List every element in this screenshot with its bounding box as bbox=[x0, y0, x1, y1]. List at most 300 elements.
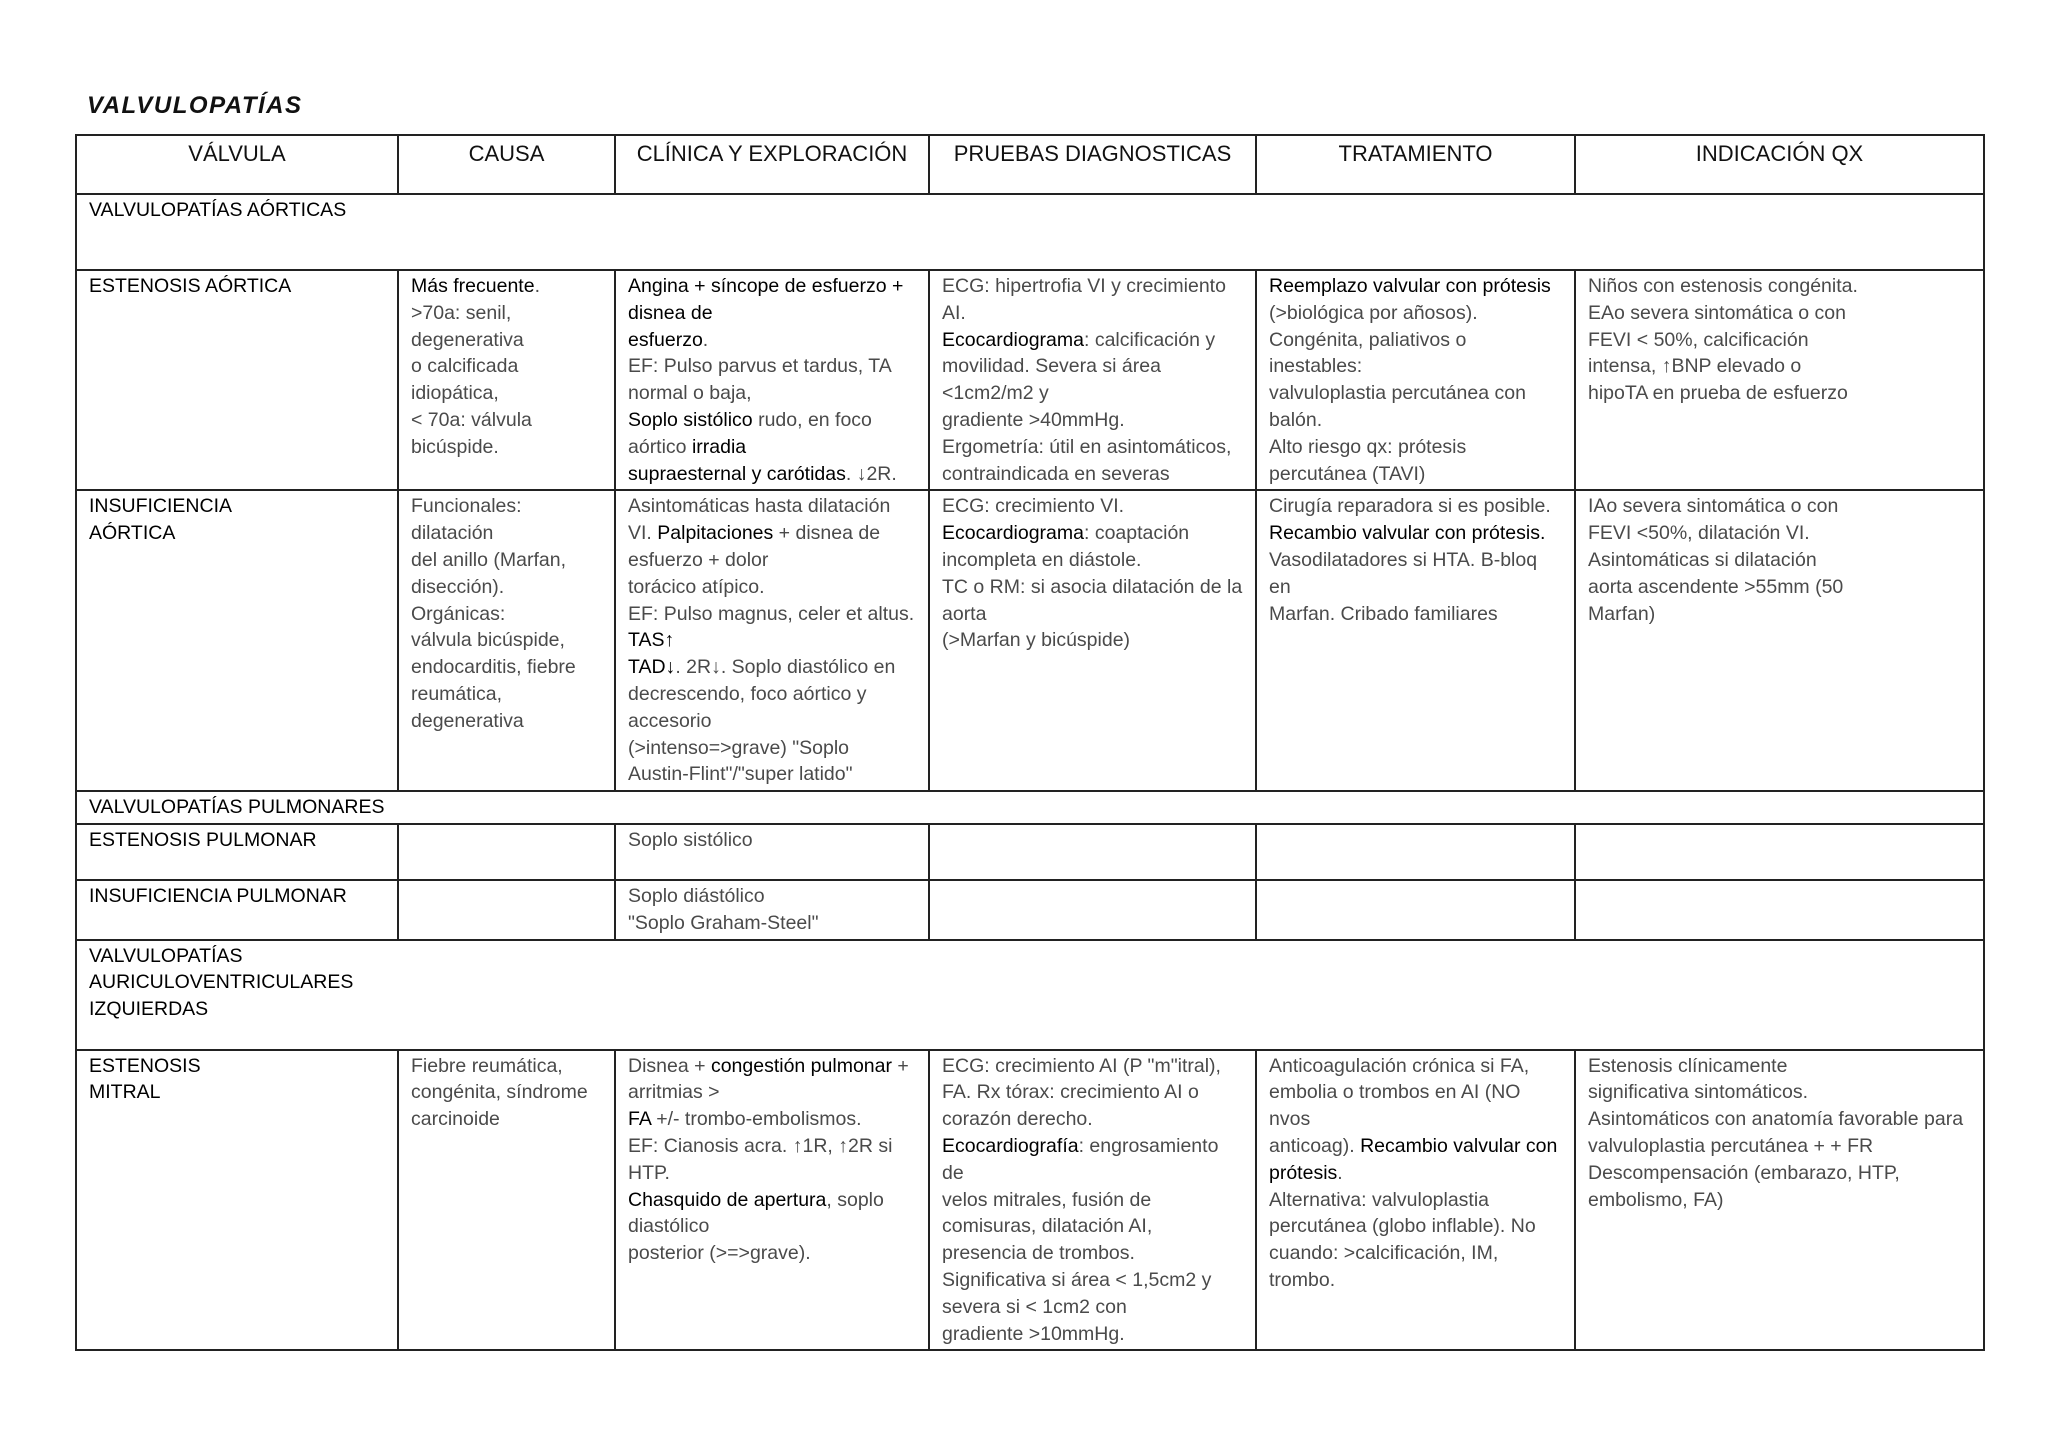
body-text: . bbox=[1337, 1161, 1343, 1184]
body-text: embolia o trombos en AI (NO bbox=[1269, 1081, 1521, 1104]
body-text: : engrosamiento bbox=[1078, 1134, 1219, 1157]
body-text: . 2R↓. Soplo diastólico en bbox=[675, 656, 896, 679]
body-text: disección). bbox=[411, 575, 505, 598]
cell-line bbox=[1269, 1160, 1562, 1187]
body-text: percutánea (globo inflable). No bbox=[1269, 1215, 1536, 1238]
pruebas-cell bbox=[929, 824, 1256, 880]
body-text: ECG: crecimiento VI. bbox=[942, 495, 1125, 518]
body-text: reumática, bbox=[411, 682, 503, 705]
cell-line bbox=[942, 1213, 1243, 1240]
body-text: AI. bbox=[942, 301, 966, 324]
body-text: Descompensación (embarazo, HTP, bbox=[1588, 1161, 1900, 1184]
cell-line bbox=[411, 380, 602, 407]
table-row-insuficiencia-pulmonar bbox=[76, 880, 1984, 940]
body-text: "Soplo Graham-Steel" bbox=[628, 911, 819, 934]
cell-line bbox=[942, 1240, 1243, 1267]
body-text: . bbox=[702, 328, 709, 351]
section-row-pulmonares bbox=[76, 791, 1984, 824]
body-text: anticoag). bbox=[1269, 1134, 1361, 1157]
cell-line bbox=[411, 627, 602, 654]
header-indicacion: INDICACIÓN QX bbox=[1575, 135, 1984, 194]
cell-line bbox=[1269, 1213, 1562, 1240]
body-text: Funcionales: bbox=[411, 495, 522, 518]
body-text: < 70a: válvula bbox=[411, 408, 532, 431]
table-row-estenosis-aortica bbox=[76, 270, 1984, 490]
body-text: IAo severa sintomática o con bbox=[1588, 495, 1839, 518]
cell-line bbox=[1588, 1187, 1971, 1214]
body-text: FEVI < 50%, calcificación bbox=[1588, 328, 1809, 351]
cell-line bbox=[1269, 1106, 1562, 1133]
valvulopathy-table bbox=[75, 134, 1985, 1351]
cell-line bbox=[942, 601, 1243, 628]
cell-line bbox=[411, 273, 602, 300]
cell-line bbox=[1269, 1267, 1562, 1294]
cell-line: MITRAL bbox=[89, 1081, 161, 1104]
cell-line bbox=[411, 300, 602, 327]
body-text: FEVI <50%, dilatación VI. bbox=[1588, 522, 1810, 545]
cell-line bbox=[1269, 574, 1562, 601]
indicacion-cell bbox=[1575, 490, 1984, 791]
emphasis-text: Chasquido de apertura bbox=[628, 1188, 827, 1211]
body-text: Asintomáticas si dilatación bbox=[1588, 548, 1817, 571]
cell-line bbox=[1588, 300, 1971, 327]
emphasis-text: FA bbox=[628, 1108, 651, 1131]
body-text: valvuloplastia percutánea + + FR bbox=[1588, 1134, 1874, 1157]
body-text: +/- trombo-embolismos. bbox=[650, 1108, 862, 1131]
body-text: cuando: >calcificación, IM, bbox=[1269, 1242, 1499, 1265]
tratamiento-cell bbox=[1256, 880, 1575, 940]
causa-cell bbox=[398, 824, 615, 880]
cell-line bbox=[411, 547, 602, 574]
cell-line bbox=[1269, 1133, 1562, 1160]
cell-line bbox=[1588, 273, 1971, 300]
cell-line bbox=[411, 327, 602, 354]
body-text: Fiebre reumática, bbox=[411, 1054, 563, 1077]
cell-line bbox=[1588, 574, 1971, 601]
cell-line bbox=[1588, 601, 1971, 628]
table-row-estenosis-pulmonar bbox=[76, 824, 1984, 880]
cell-line bbox=[1269, 520, 1562, 547]
cell-line bbox=[1269, 601, 1562, 628]
cell-line bbox=[942, 461, 1243, 488]
cell-line bbox=[942, 1321, 1243, 1348]
body-text: esfuerzo + dolor bbox=[628, 548, 769, 571]
cell-line bbox=[1588, 547, 1971, 574]
clinica-cell bbox=[615, 824, 929, 880]
section-title-av-izquierdas bbox=[76, 940, 1984, 1050]
cell-line bbox=[628, 883, 916, 910]
body-text: del anillo (Marfan, bbox=[411, 548, 566, 571]
cell-line bbox=[628, 1187, 916, 1214]
cell-line bbox=[628, 827, 916, 854]
cell-line bbox=[942, 1294, 1243, 1321]
cell-line bbox=[628, 1106, 916, 1133]
cell-line bbox=[628, 434, 916, 461]
emphasis-text: Ecocardiografía bbox=[942, 1134, 1079, 1157]
cell-line bbox=[1269, 1079, 1562, 1106]
cell-line bbox=[628, 735, 916, 762]
cell-line bbox=[628, 493, 916, 520]
cell-line bbox=[1269, 547, 1562, 574]
tratamiento-cell bbox=[1256, 490, 1575, 791]
cell-line bbox=[411, 493, 602, 520]
cell-line bbox=[942, 1267, 1243, 1294]
document-title: VALVULOPATÍAS bbox=[87, 92, 303, 119]
body-text: <1cm2/m2 y bbox=[942, 382, 1049, 405]
body-text: aorta ascendente >55mm (50 bbox=[1588, 575, 1844, 598]
cell-line: AÓRTICA bbox=[89, 522, 176, 545]
emphasis-text: Angina + síncope de esfuerzo + bbox=[628, 275, 904, 297]
body-text: inestables: bbox=[1269, 355, 1363, 378]
cell-line bbox=[628, 910, 916, 937]
body-text: hipoTA en prueba de esfuerzo bbox=[1588, 382, 1848, 405]
body-text: Soplo sistólico bbox=[628, 828, 753, 851]
cell-line bbox=[1269, 1053, 1562, 1080]
body-text: velos mitrales, fusión de bbox=[942, 1188, 1152, 1211]
pruebas-cell bbox=[929, 270, 1256, 490]
cell-line bbox=[411, 407, 602, 434]
cell-line bbox=[628, 1079, 916, 1106]
cell-line bbox=[942, 1160, 1243, 1187]
body-text: válvula bicúspide, bbox=[411, 629, 565, 652]
cell-line bbox=[942, 353, 1243, 380]
cell-line bbox=[1588, 1160, 1971, 1187]
body-text: Marfan. Cribado familiares bbox=[1269, 602, 1498, 625]
causa-cell bbox=[398, 490, 615, 791]
body-text: intensa, ↑BNP elevado o bbox=[1588, 355, 1802, 378]
body-text: (>biológica por añosos). bbox=[1269, 301, 1478, 324]
cell-line bbox=[411, 601, 602, 628]
body-text: incompleta en diástole. bbox=[942, 548, 1142, 571]
cell-line bbox=[628, 1053, 916, 1080]
body-text: Ergometría: útil en asintomáticos, bbox=[942, 435, 1232, 458]
body-text: Marfan) bbox=[1588, 602, 1656, 625]
body-text: EF: Pulso parvus et tardus, TA bbox=[628, 355, 892, 378]
header-row bbox=[76, 135, 1984, 194]
cell-line bbox=[1269, 300, 1562, 327]
indicacion-cell bbox=[1575, 824, 1984, 880]
emphasis-text: prótesis bbox=[1269, 1161, 1338, 1184]
body-text: presencia de trombos. bbox=[942, 1242, 1135, 1265]
body-text: diastólico bbox=[628, 1215, 710, 1238]
valve-cell bbox=[76, 1050, 398, 1351]
body-text: Asintomáticas hasta dilatación bbox=[628, 495, 891, 518]
cell-line bbox=[942, 327, 1243, 354]
body-text: aorta bbox=[942, 602, 987, 625]
indicacion-cell bbox=[1575, 880, 1984, 940]
body-text: (>Marfan y bicúspide) bbox=[942, 629, 1131, 652]
emphasis-text: disnea de bbox=[628, 301, 713, 324]
body-text: trombo. bbox=[1269, 1268, 1336, 1291]
emphasis-text: Reemplazo valvular con prótesis bbox=[1269, 275, 1551, 297]
body-text: Alto riesgo qx: prótesis bbox=[1269, 435, 1467, 458]
emphasis-text: Recambio valvular con bbox=[1360, 1134, 1558, 1157]
pruebas-cell bbox=[929, 1050, 1256, 1351]
cell-line bbox=[1269, 327, 1562, 354]
cell-line bbox=[628, 300, 916, 327]
indicacion-cell bbox=[1575, 1050, 1984, 1351]
body-text: de bbox=[942, 1161, 964, 1184]
cell-line bbox=[628, 708, 916, 735]
body-text: aórtico bbox=[628, 435, 692, 458]
body-text: idiopática, bbox=[411, 382, 499, 405]
cell-line bbox=[628, 574, 916, 601]
body-text: Significativa si área < 1,5cm2 y bbox=[942, 1268, 1212, 1291]
cell-line bbox=[1588, 520, 1971, 547]
table-row-insuficiencia-aortica bbox=[76, 490, 1984, 791]
cell-line: INSUFICIENCIA PULMONAR bbox=[89, 884, 347, 907]
cell-line bbox=[1269, 1240, 1562, 1267]
tratamiento-cell bbox=[1256, 270, 1575, 490]
cell-line bbox=[942, 407, 1243, 434]
body-text: : calcificación y bbox=[1083, 328, 1216, 351]
cell-line bbox=[942, 1187, 1243, 1214]
body-text: o calcificada bbox=[411, 355, 519, 378]
cell-line bbox=[628, 353, 916, 380]
section-row-aorticas bbox=[76, 194, 1984, 270]
cell-line bbox=[942, 1053, 1243, 1080]
body-text: balón. bbox=[1269, 408, 1323, 431]
causa-cell bbox=[398, 880, 615, 940]
body-text: contraindicada en severas bbox=[942, 462, 1170, 485]
emphasis-text: Ecocardiograma bbox=[942, 522, 1084, 545]
causa-cell bbox=[398, 1050, 615, 1351]
body-text: : coaptación bbox=[1083, 522, 1190, 545]
clinica-cell bbox=[615, 490, 929, 791]
cell-line bbox=[628, 461, 916, 488]
cell-line bbox=[411, 353, 602, 380]
cell-line bbox=[628, 327, 916, 354]
cell-line bbox=[411, 434, 602, 461]
cell-line bbox=[628, 1133, 916, 1160]
clinica-cell bbox=[615, 270, 929, 490]
body-text: dilatación bbox=[411, 522, 494, 545]
cell-line bbox=[411, 1106, 602, 1133]
cell-line bbox=[628, 1160, 916, 1187]
cell-line bbox=[411, 520, 602, 547]
cell-line bbox=[1269, 1187, 1562, 1214]
cell-line bbox=[628, 547, 916, 574]
body-text: Estenosis clínicamente bbox=[1588, 1054, 1788, 1077]
body-text: . bbox=[534, 275, 540, 297]
cell-line bbox=[411, 1079, 602, 1106]
body-text: percutánea (TAVI) bbox=[1269, 462, 1426, 485]
body-text: movilidad. Severa si área bbox=[942, 355, 1161, 378]
body-text: arritmias > bbox=[628, 1081, 720, 1104]
body-text: . ↓2R. bbox=[845, 462, 897, 485]
body-text: bicúspide. bbox=[411, 435, 499, 458]
body-text: Vasodilatadores si HTA. B-bloq bbox=[1269, 548, 1538, 571]
section-row-av-izquierdas bbox=[76, 940, 1984, 1050]
cell-line bbox=[628, 627, 916, 654]
cell-line bbox=[942, 300, 1243, 327]
cell-line bbox=[628, 1213, 916, 1240]
cell-line bbox=[1269, 461, 1562, 488]
causa-cell bbox=[398, 270, 615, 490]
cell-line bbox=[628, 380, 916, 407]
body-text: significativa sintomáticos. bbox=[1588, 1081, 1809, 1104]
body-text: corazón derecho. bbox=[942, 1108, 1093, 1131]
cell-line bbox=[1588, 353, 1971, 380]
body-text: accesorio bbox=[628, 709, 712, 732]
cell-line bbox=[942, 1106, 1243, 1133]
cell-line bbox=[411, 654, 602, 681]
emphasis-text: TAD↓ bbox=[628, 656, 676, 679]
body-text: embolismo, FA) bbox=[1588, 1188, 1724, 1211]
valve-cell bbox=[76, 270, 398, 490]
body-text: degenerativa bbox=[411, 328, 524, 351]
header-tratamiento: TRATAMIENTO bbox=[1256, 135, 1575, 194]
header-clinica: CLÍNICA Y EXPLORACIÓN bbox=[615, 135, 929, 194]
body-text: Orgánicas: bbox=[411, 602, 506, 625]
body-text: TC o RM: si asocia dilatación de la bbox=[942, 575, 1243, 598]
clinica-cell bbox=[615, 880, 929, 940]
body-text: severa si < 1cm2 con bbox=[942, 1295, 1127, 1318]
body-text: comisuras, dilatación AI, bbox=[942, 1215, 1153, 1238]
cell-line bbox=[942, 574, 1243, 601]
header-pruebas: PRUEBAS DIAGNOSTICAS bbox=[929, 135, 1256, 194]
cell-line bbox=[1269, 380, 1562, 407]
body-text: HTP. bbox=[628, 1161, 670, 1184]
body-text: degenerativa bbox=[411, 709, 524, 732]
cell-line: ESTENOSIS AÓRTICA bbox=[89, 275, 292, 297]
emphasis-text: TAS↑ bbox=[628, 629, 675, 652]
cell-line bbox=[628, 520, 916, 547]
tratamiento-cell bbox=[1256, 1050, 1575, 1351]
cell-line bbox=[942, 1079, 1243, 1106]
table-row-estenosis-mitral bbox=[76, 1050, 1984, 1351]
cell-line bbox=[1588, 327, 1971, 354]
cell-line bbox=[942, 627, 1243, 654]
emphasis-text: esfuerzo bbox=[628, 328, 703, 351]
cell-line bbox=[1269, 434, 1562, 461]
emphasis-text: Recambio valvular con prótesis. bbox=[1269, 522, 1546, 545]
cell-line bbox=[1588, 1053, 1971, 1080]
pruebas-cell bbox=[929, 490, 1256, 791]
body-text: Niños con estenosis congénita. bbox=[1588, 275, 1858, 297]
cell-line: IZQUIERDAS bbox=[89, 998, 209, 1021]
cell-line bbox=[942, 520, 1243, 547]
body-text: + disnea de bbox=[773, 522, 881, 545]
cell-line: AURICULOVENTRICULARES bbox=[89, 971, 354, 994]
cell-line bbox=[942, 380, 1243, 407]
indicacion-cell bbox=[1575, 270, 1984, 490]
header-valvula: VÁLVULA bbox=[76, 135, 398, 194]
pruebas-cell bbox=[929, 880, 1256, 940]
body-text: (>intenso=>grave) "Soplo bbox=[628, 736, 850, 759]
emphasis-text: irradia bbox=[691, 435, 747, 458]
emphasis-text: Soplo sistólico bbox=[628, 408, 753, 431]
body-text: >70a: senil, bbox=[411, 301, 512, 324]
body-text: FA. Rx tórax: crecimiento AI o bbox=[942, 1081, 1199, 1104]
cell-line: INSUFICIENCIA bbox=[89, 495, 233, 518]
cell-line bbox=[1588, 1133, 1971, 1160]
cell-line bbox=[1269, 353, 1562, 380]
body-text: Alternativa: valvuloplastia bbox=[1269, 1188, 1490, 1211]
body-text: rudo, en foco bbox=[752, 408, 872, 431]
cell-line bbox=[628, 601, 916, 628]
body-text: carcinoide bbox=[411, 1108, 500, 1131]
cell-line bbox=[1588, 1079, 1971, 1106]
cell-line bbox=[942, 273, 1243, 300]
body-text: posterior (>=>grave). bbox=[628, 1242, 811, 1265]
body-text: en bbox=[1269, 575, 1291, 598]
body-text: decrescendo, foco aórtico y bbox=[628, 682, 867, 705]
cell-line: ESTENOSIS PULMONAR bbox=[89, 828, 317, 851]
cell-line bbox=[628, 1240, 916, 1267]
cell-line bbox=[1269, 493, 1562, 520]
header-causa: CAUSA bbox=[398, 135, 615, 194]
cell-line bbox=[411, 681, 602, 708]
cell-line bbox=[411, 574, 602, 601]
cell-line bbox=[942, 1133, 1243, 1160]
body-text: EAo severa sintomática o con bbox=[1588, 301, 1846, 324]
cell-line bbox=[942, 493, 1243, 520]
cell-line bbox=[1588, 493, 1971, 520]
cell-line bbox=[942, 434, 1243, 461]
valve-cell bbox=[76, 490, 398, 791]
body-text: normal o baja, bbox=[628, 382, 752, 405]
cell-line bbox=[1588, 380, 1971, 407]
body-text: EF: Cianosis acra. ↑1R, ↑2R si bbox=[628, 1134, 893, 1157]
body-text: Asintomáticos con anatomía favorable para bbox=[1588, 1108, 1964, 1131]
body-text: Congénita, paliativos o bbox=[1269, 328, 1467, 351]
body-text: ECG: hipertrofia VI y crecimiento bbox=[942, 275, 1226, 297]
cell-line bbox=[1269, 407, 1562, 434]
body-text: EF: Pulso magnus, celer et altus. bbox=[628, 602, 915, 625]
body-text: endocarditis, fiebre bbox=[411, 656, 576, 679]
valve-cell bbox=[76, 824, 398, 880]
cell-line bbox=[1588, 1106, 1971, 1133]
clinica-cell bbox=[615, 1050, 929, 1351]
cell-line bbox=[628, 681, 916, 708]
valve-cell bbox=[76, 880, 398, 940]
body-text: gradiente >40mmHg. bbox=[942, 408, 1125, 431]
body-text: , soplo bbox=[826, 1188, 884, 1211]
emphasis-text: Ecocardiograma bbox=[942, 328, 1084, 351]
cell-line: VALVULOPATÍAS bbox=[89, 944, 243, 967]
emphasis-text: supraesternal y carótidas bbox=[628, 462, 846, 485]
cell-line bbox=[628, 407, 916, 434]
body-text: Anticoagulación crónica si FA, bbox=[1269, 1054, 1530, 1077]
cell-line bbox=[628, 273, 916, 300]
body-text: nvos bbox=[1269, 1108, 1311, 1131]
emphasis-text: Más frecuente bbox=[411, 275, 535, 297]
body-text: Cirugía reparadora si es posible. bbox=[1269, 495, 1551, 518]
section-title-pulmonares: VALVULOPATÍAS PULMONARES bbox=[76, 791, 1984, 824]
cell-line bbox=[628, 761, 916, 788]
cell-line bbox=[628, 654, 916, 681]
cell-line bbox=[411, 1053, 602, 1080]
body-text: congénita, síndrome bbox=[411, 1081, 588, 1104]
body-text: Austin-Flint"/"super latido" bbox=[628, 763, 853, 786]
body-text: ECG: crecimiento AI (P "m"itral), bbox=[942, 1054, 1221, 1077]
cell-line bbox=[942, 547, 1243, 574]
body-text: Soplo diástólico bbox=[628, 884, 765, 907]
emphasis-text: Palpitaciones bbox=[657, 522, 774, 545]
cell-line: ESTENOSIS bbox=[89, 1054, 201, 1077]
tratamiento-cell bbox=[1256, 824, 1575, 880]
body-text: gradiente >10mmHg. bbox=[942, 1322, 1125, 1345]
body-text: torácico atípico. bbox=[628, 575, 765, 598]
body-text: + bbox=[891, 1054, 909, 1077]
cell-line bbox=[1269, 273, 1562, 300]
body-text: valvuloplastia percutánea con bbox=[1269, 382, 1526, 405]
emphasis-text: congestión pulmonar bbox=[710, 1054, 892, 1077]
section-title-aorticas: VALVULOPATÍAS AÓRTICAS bbox=[76, 194, 1984, 270]
cell-line bbox=[411, 708, 602, 735]
body-text: VI. bbox=[628, 522, 658, 545]
